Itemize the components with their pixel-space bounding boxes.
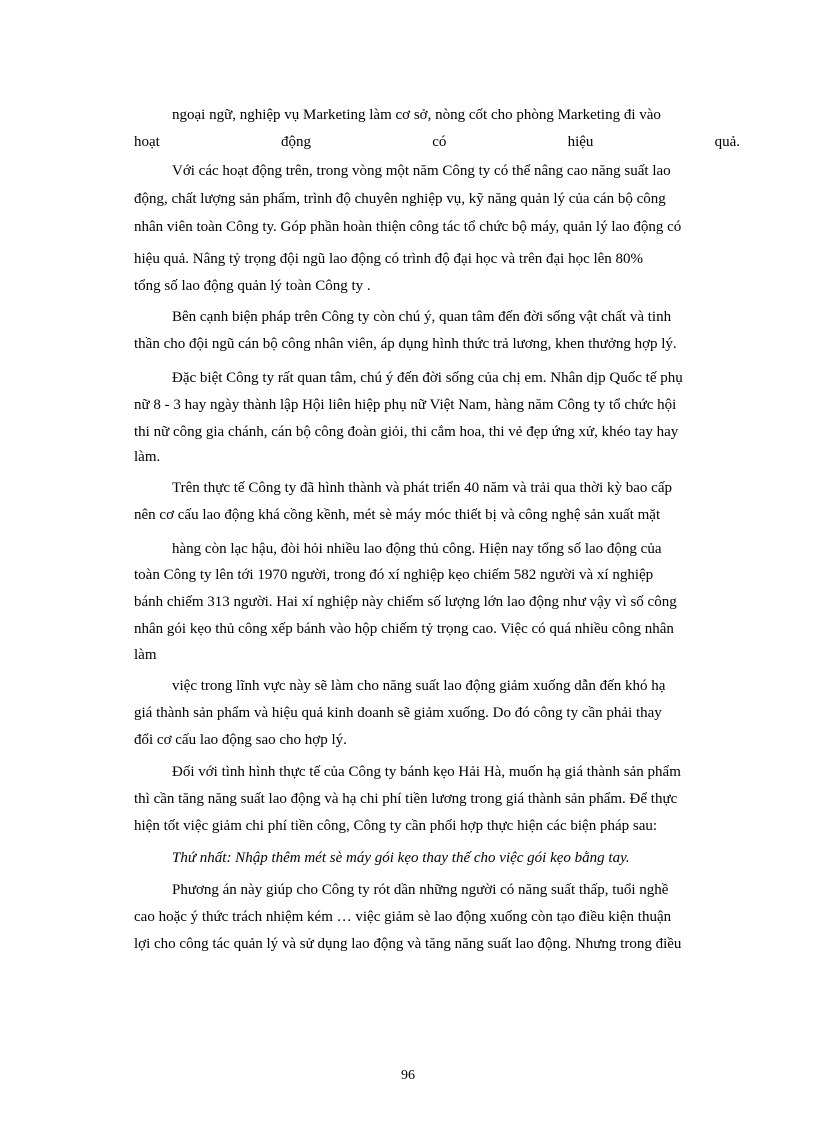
word: có (432, 134, 447, 150)
text-line: Với các hoạt động trên, trong vòng một năm Công ty có thể nâng cao năng suất lao (172, 163, 671, 179)
text-line: làm (134, 647, 157, 663)
text-line: thi nữ công gia chánh, cán bộ công đoàn giỏi, thi cắm hoa, thi vẻ đẹp ứng xử, khéo tay hay (134, 424, 679, 440)
text-line: Đặc biệt Công ty rất quan tâm, chú ý đến đời sống của chị em. Nhân dịp Quốc tế phụ (172, 370, 683, 386)
text-line: nên cơ cấu lao động khá cồng kềnh, mét sè máy móc thiết bị và công nghệ sản xuất mặt (134, 507, 661, 523)
word: động (281, 134, 312, 150)
text-line: tổng số lao động quản lý toàn Công ty . (134, 278, 371, 294)
text-line: nữ 8 - 3 hay ngày thành lập Hội liên hiệp phụ nữ Việt Nam, hàng năm Công ty tổ chức hội (134, 397, 677, 413)
text-line: ngoại ngữ, nghiệp vụ Marketing làm cơ sở, nòng cốt cho phòng Marketing đi vào (172, 107, 661, 123)
text-line: hiện tốt việc giảm chi phí tiền công, Công ty cần phối hợp thực hiện các biện pháp sau: (134, 818, 658, 834)
text-line: hiệu quả. Nâng tỷ trọng đội ngũ lao động có trình độ đại học và trên đại học lên 80% (134, 251, 644, 267)
page-number: 96 (401, 1068, 415, 1083)
text-line: bánh chiếm 313 người. Hai xí nghiệp này chiếm số lượng lớn lao động như vậy vì số công (134, 594, 677, 610)
text-line: hàng còn lạc hậu, đòi hỏi nhiều lao động thủ công. Hiện nay tổng số lao động của (172, 541, 662, 557)
text-line: nhân viên toàn Công ty. Góp phần hoàn thiện công tác tổ chức bộ máy, quản lý lao động có (134, 219, 682, 235)
text-line: động, chất lượng sản phẩm, trình độ chuyên nghiệp vụ, kỹ năng quản lý của cán bộ công (134, 191, 666, 207)
text-line: thần cho đội ngũ cán bộ công nhân viên, áp dụng hình thức trả lương, khen thưởng hợp lý. (134, 336, 677, 352)
text-line: Phương án này giúp cho Công ty rót dần những người có năng suất thấp, tuổi nghề (172, 882, 669, 898)
text-line: cao hoặc ý thức trách nhiệm kém … việc giảm sè lao động xuống còn tạo điều kiện thuận (134, 909, 672, 925)
text-line: làm. (134, 449, 161, 465)
text-line: thì cần tăng năng suất lao động và hạ chi phí tiền lương trong giá thành sản phẩm. Để thực (134, 791, 678, 807)
text-line-spread (134, 133, 740, 151)
text-line: Đối với tình hình thực tế của Công ty bánh kẹo Hải Hà, muốn hạ giá thành sản phẩm (172, 764, 681, 780)
text-line: Trên thực tế Công ty đã hình thành và phát triển 40 năm và trải qua thời kỳ bao cấp (172, 480, 672, 496)
section-heading: Thứ nhất: Nhập thêm mét sè máy gói kẹo thay thế cho việc gói kẹo bằng tay. (172, 850, 630, 866)
word: quả. (714, 134, 740, 150)
text-line: toàn Công ty lên tới 1970 người, trong đó xí nghiệp kẹo chiếm 582 người và xí nghiệp (134, 567, 654, 583)
word: hiệu (567, 134, 594, 150)
text-line: lợi cho công tác quản lý và sử dụng lao động và tăng năng suất lao động. Nhưng trong điều (134, 936, 682, 952)
word: hoạt (134, 134, 160, 150)
text-line: giá thành sản phẩm và hiệu quả kinh doanh sẽ giảm xuống. Do đó công ty cần phải thay (134, 705, 662, 721)
text-line: Bên cạnh biện pháp trên Công ty còn chú ý, quan tâm đến đời sống vật chất và tinh (172, 309, 672, 325)
text-line: đổi cơ cấu lao động sao cho hợp lý. (134, 732, 347, 748)
text-line: nhân gói kẹo thủ công xếp bánh vào hộp chiếm tỷ trọng cao. Việc có quá nhiều công nhân (134, 621, 674, 637)
text-line: việc trong lĩnh vực này sẽ làm cho năng suất lao động giảm xuống dẫn đến khó hạ (172, 678, 666, 694)
